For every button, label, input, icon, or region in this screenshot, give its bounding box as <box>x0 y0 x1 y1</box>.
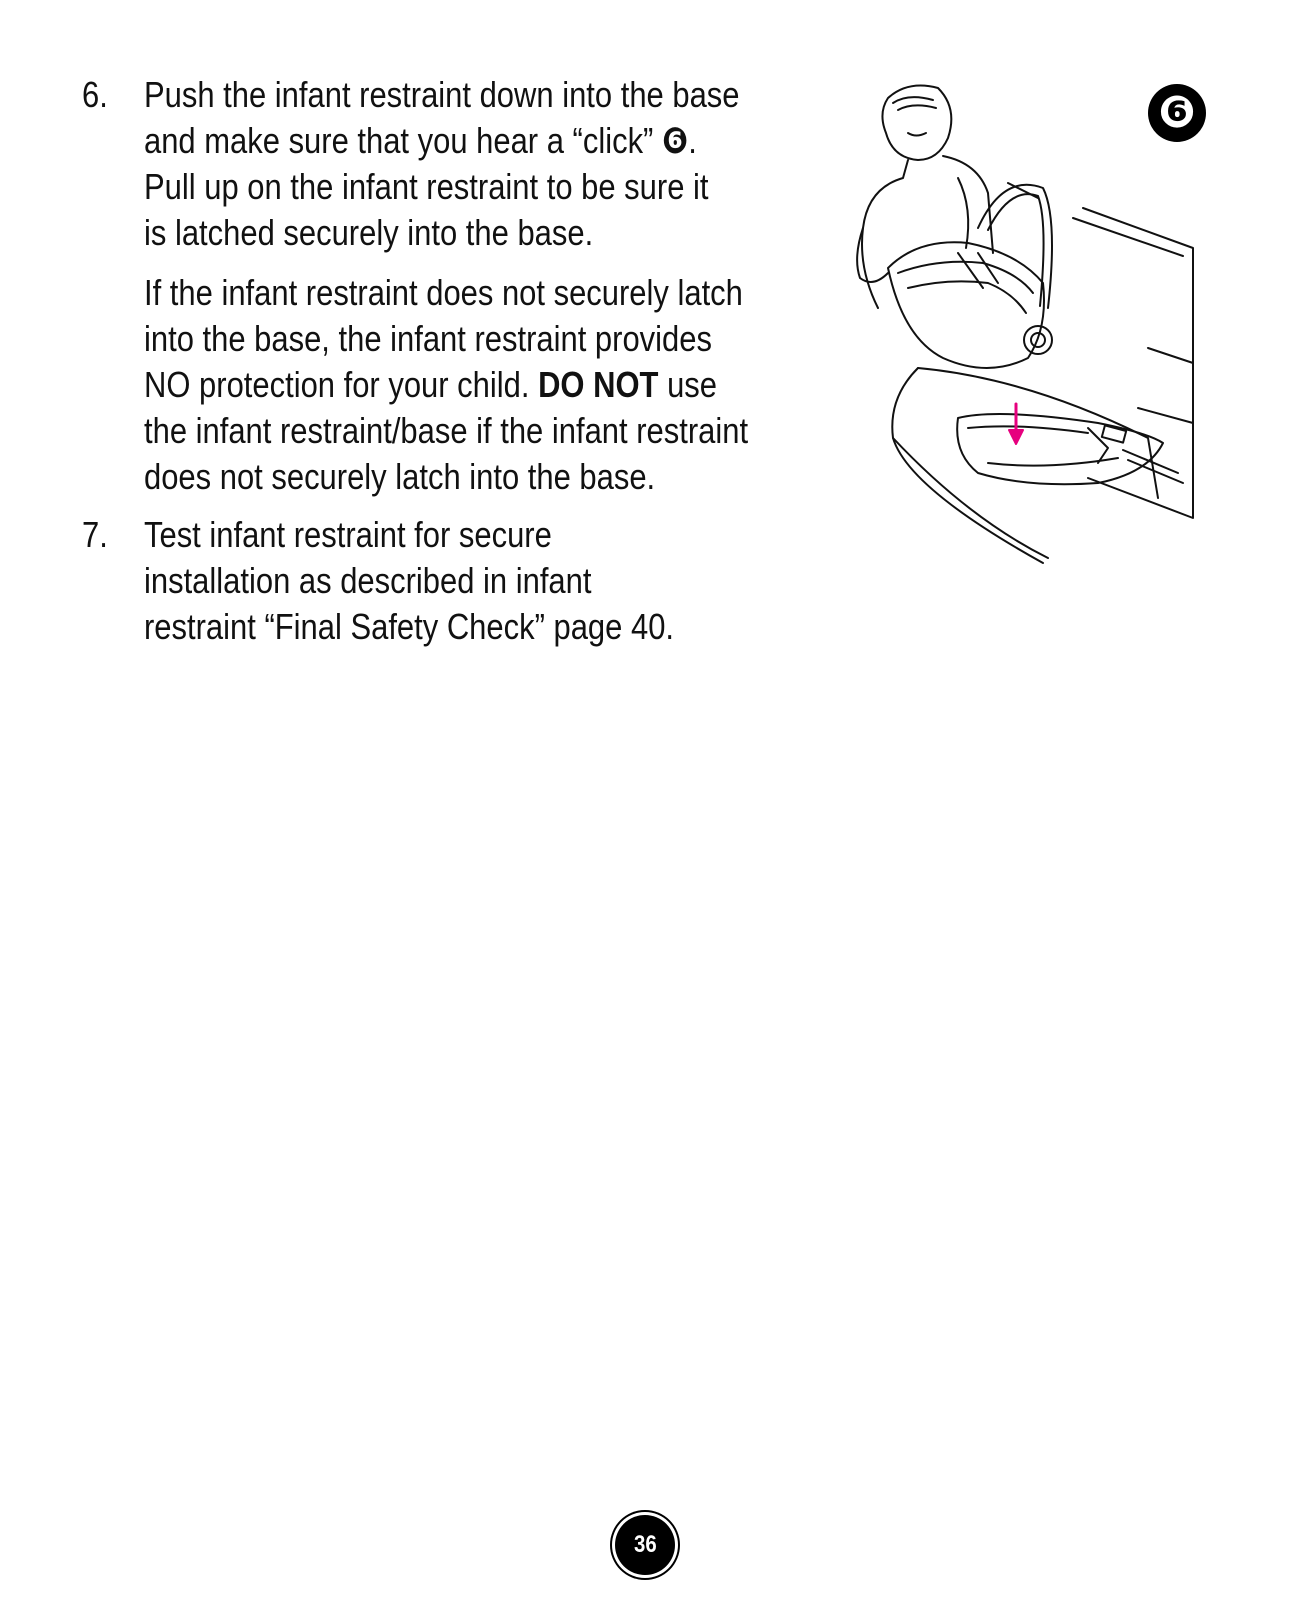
car-seat-base <box>957 414 1163 484</box>
step-6 <box>82 72 842 500</box>
vehicle-seat-cushion <box>892 368 1048 558</box>
text-fragment: use <box>667 364 718 405</box>
text-line: Push the infant restraint down into the base <box>144 74 740 115</box>
text-line: installation as described in infant <box>144 560 592 601</box>
text-line: If the infant restraint does not securely latch <box>144 272 743 313</box>
person-body <box>857 160 908 282</box>
page-number: 36 <box>633 1531 657 1558</box>
page-number-badge <box>615 1515 675 1575</box>
instructions-column <box>82 72 842 650</box>
step-body <box>144 72 846 500</box>
text-line: into the base, the infant restraint provides <box>144 318 712 359</box>
figure-reference-marker: ❻ <box>661 120 689 161</box>
text-line: Pull up on the infant restraint to be sure it <box>144 166 709 207</box>
step-number: 6. <box>82 74 108 115</box>
figure-number-marker: ❻ <box>1148 84 1206 142</box>
text-fragment: NO protection for your child. <box>144 364 530 405</box>
step-6-paragraph-2 <box>144 270 845 500</box>
car-seat-installation-illustration <box>848 78 1218 578</box>
step-6-paragraph-1 <box>144 72 845 256</box>
text-line: restraint “Final Safety Check” page 40. <box>144 606 675 647</box>
text-line <box>144 118 845 164</box>
step-number: 7. <box>82 514 108 555</box>
text-fragment: . <box>688 120 697 161</box>
step-7 <box>82 512 842 650</box>
text-line: the infant restraint/base if the infant restraint <box>144 410 749 451</box>
text-fragment: and make sure that you hear a “click” <box>144 120 654 161</box>
warning-emphasis: DO NOT <box>538 364 659 405</box>
text-line: is latched securely into the base. <box>144 212 594 253</box>
text-line: Test infant restraint for secure <box>144 514 552 555</box>
text-line: does not securely latch into the base. <box>144 456 656 497</box>
step-body <box>144 512 842 650</box>
text-line <box>144 362 845 408</box>
step-7-paragraph <box>144 512 840 650</box>
